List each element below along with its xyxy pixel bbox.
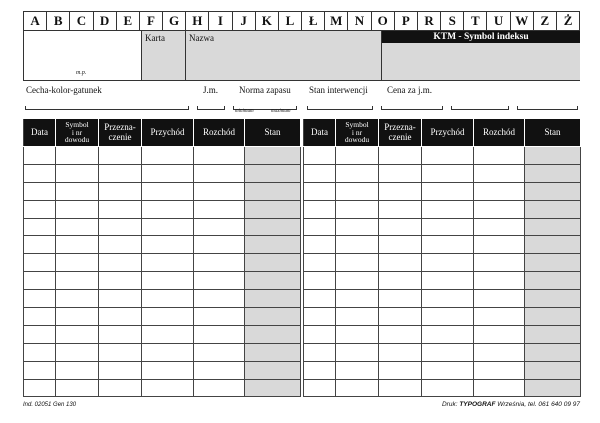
table-cell[interactable] (525, 379, 581, 397)
cena-underline (381, 106, 443, 110)
table-cell[interactable] (474, 254, 525, 272)
table-cell[interactable] (304, 200, 336, 218)
table-cell[interactable] (474, 200, 525, 218)
table-cell[interactable] (56, 290, 99, 308)
alphabet-letter: U (487, 12, 510, 30)
table-cell[interactable] (304, 218, 336, 236)
alphabet-letter: W (511, 12, 534, 30)
table-row (24, 379, 301, 397)
col-symbol-header: Symbol i nr dowodu (336, 119, 379, 147)
alphabet-letter: C (70, 12, 93, 30)
table-cell[interactable] (474, 343, 525, 361)
table-cell[interactable] (142, 272, 194, 290)
table-row (304, 343, 581, 361)
table-cell[interactable] (24, 200, 56, 218)
table-cell[interactable] (525, 147, 581, 165)
col-przychod-header: Przychód (422, 119, 474, 147)
table-cell[interactable] (336, 218, 379, 236)
alphabet-letter: I (209, 12, 232, 30)
table-cell[interactable] (336, 254, 379, 272)
extra-underline-2 (517, 106, 578, 110)
col-przychod-header: Przychód (142, 119, 194, 147)
table-cell[interactable] (24, 147, 56, 165)
col-stan-header: Stan (525, 119, 581, 147)
table-cell[interactable] (142, 236, 194, 254)
table-cell[interactable] (245, 164, 301, 182)
cena-label: Cena za j.m. (387, 85, 432, 95)
ktm-field (382, 31, 580, 80)
table-cell[interactable] (336, 272, 379, 290)
table-cell[interactable] (422, 272, 474, 290)
table-cell[interactable] (379, 200, 422, 218)
extra-field-2 (515, 83, 580, 114)
table-cell[interactable] (304, 236, 336, 254)
table-cell[interactable] (422, 254, 474, 272)
table-cell[interactable] (24, 308, 56, 326)
table-cell[interactable] (304, 254, 336, 272)
table-row (24, 200, 301, 218)
table-cell[interactable] (142, 164, 194, 182)
table-cell[interactable] (379, 379, 422, 397)
table-cell[interactable] (422, 236, 474, 254)
table-cell[interactable] (525, 308, 581, 326)
col-data-header: Data (304, 119, 336, 147)
table-cell[interactable] (379, 236, 422, 254)
table-cell[interactable] (56, 254, 99, 272)
table-cell[interactable] (142, 343, 194, 361)
table-cell[interactable] (24, 343, 56, 361)
table-cell[interactable] (422, 308, 474, 326)
table-cell[interactable] (379, 325, 422, 343)
table-cell[interactable] (99, 147, 142, 165)
stan-interwencji-underline (307, 106, 373, 110)
table-cell[interactable] (336, 325, 379, 343)
table-cell[interactable] (56, 218, 99, 236)
table-cell[interactable] (474, 182, 525, 200)
table-cell[interactable] (99, 290, 142, 308)
table-row (304, 379, 581, 397)
alphabet-letter: Z (534, 12, 557, 30)
table-cell[interactable] (525, 343, 581, 361)
karta-field (142, 31, 186, 80)
alphabet-letter: K (256, 12, 279, 30)
table-row (24, 361, 301, 379)
table-cell[interactable] (379, 164, 422, 182)
table-cell[interactable] (56, 147, 99, 165)
table-cell[interactable] (56, 164, 99, 182)
cecha-label: Cecha-kolor-gatunek (26, 85, 102, 95)
table-cell[interactable] (99, 343, 142, 361)
table-cell[interactable] (304, 308, 336, 326)
table-cell[interactable] (56, 182, 99, 200)
table-cell[interactable] (56, 236, 99, 254)
table-cell[interactable] (525, 164, 581, 182)
table-cell[interactable] (336, 236, 379, 254)
ledger-header-row (24, 119, 301, 147)
table-cell[interactable] (422, 325, 474, 343)
table-row (24, 164, 301, 182)
alphabet-letter: H (186, 12, 209, 30)
table-cell[interactable] (194, 147, 245, 165)
table-cell[interactable] (194, 236, 245, 254)
col-rozchod-header: Rozchód (194, 119, 245, 147)
table-cell[interactable] (525, 272, 581, 290)
cecha-field (23, 83, 191, 114)
table-cell[interactable] (99, 325, 142, 343)
table-cell[interactable] (194, 325, 245, 343)
table-row (304, 218, 581, 236)
alphabet-letter: T (464, 12, 487, 30)
table-cell[interactable] (379, 290, 422, 308)
table-cell[interactable] (379, 272, 422, 290)
table-cell[interactable] (56, 272, 99, 290)
alphabet-letter: M (325, 12, 348, 30)
table-cell[interactable] (194, 343, 245, 361)
table-row (24, 182, 301, 200)
table-cell[interactable] (24, 164, 56, 182)
table-cell[interactable] (24, 290, 56, 308)
table-cell[interactable] (336, 361, 379, 379)
table-cell[interactable] (304, 272, 336, 290)
table-cell[interactable] (56, 308, 99, 326)
table-cell[interactable] (304, 325, 336, 343)
table-cell[interactable] (379, 218, 422, 236)
col-przeznaczenie-header: Przezna- czenie (99, 119, 142, 147)
table-cell[interactable] (474, 379, 525, 397)
table-cell[interactable] (422, 290, 474, 308)
table-cell[interactable] (245, 272, 301, 290)
table-cell[interactable] (24, 361, 56, 379)
table-cell[interactable] (422, 147, 474, 165)
table-cell[interactable] (422, 164, 474, 182)
table-cell[interactable] (245, 343, 301, 361)
table-cell[interactable] (99, 164, 142, 182)
table-cell[interactable] (474, 308, 525, 326)
table-row (24, 290, 301, 308)
alphabet-letter: B (47, 12, 70, 30)
col-symbol-header: Symbol i nr dowodu (56, 119, 99, 147)
table-cell[interactable] (142, 325, 194, 343)
ktm-label: KTM - Symbol indeksu (382, 31, 580, 43)
table-cell[interactable] (422, 379, 474, 397)
table-cell[interactable] (99, 236, 142, 254)
table-cell[interactable] (379, 343, 422, 361)
table-cell[interactable] (24, 218, 56, 236)
table-cell[interactable] (142, 308, 194, 326)
table-cell[interactable] (525, 218, 581, 236)
table-cell[interactable] (422, 218, 474, 236)
alphabet-letter: O (372, 12, 395, 30)
table-row (304, 325, 581, 343)
stan-interwencji-label: Stan interwencji (309, 85, 368, 95)
table-row (24, 325, 301, 343)
table-cell[interactable] (194, 290, 245, 308)
table-cell[interactable] (422, 200, 474, 218)
table-cell[interactable] (24, 272, 56, 290)
table-cell[interactable] (245, 379, 301, 397)
table-cell[interactable] (24, 379, 56, 397)
table-cell[interactable] (379, 147, 422, 165)
alphabet-letter: Ż (563, 13, 573, 28)
table-cell[interactable] (99, 272, 142, 290)
table-row (304, 254, 581, 272)
table-cell[interactable] (336, 164, 379, 182)
table-cell[interactable] (194, 218, 245, 236)
table-row (24, 254, 301, 272)
table-cell[interactable] (474, 361, 525, 379)
table-cell[interactable] (99, 218, 142, 236)
table-cell[interactable] (56, 343, 99, 361)
alphabet-letter: J (233, 12, 256, 30)
alphabet-letter: L (279, 12, 302, 30)
table-cell[interactable] (422, 361, 474, 379)
alphabet-letter: Ł (302, 12, 325, 30)
maximum-label: maximum (271, 109, 291, 114)
minimum-label: minimum (235, 109, 254, 114)
table-cell[interactable] (336, 308, 379, 326)
ledger-table-left (23, 118, 301, 397)
table-cell[interactable] (142, 147, 194, 165)
table-cell[interactable] (245, 290, 301, 308)
alphabet-letter: N (348, 12, 371, 30)
table-cell[interactable] (99, 361, 142, 379)
table-row (304, 308, 581, 326)
table-cell[interactable] (99, 254, 142, 272)
table-cell[interactable] (245, 325, 301, 343)
alphabet-letter: D (94, 12, 117, 30)
cena-field (379, 83, 445, 114)
table-cell[interactable] (194, 182, 245, 200)
table-cell[interactable] (99, 200, 142, 218)
table-row (24, 308, 301, 326)
table-row (304, 147, 581, 165)
ledger-header-row (304, 119, 581, 147)
stan-interwencji-field (305, 83, 375, 114)
alphabet-letter: E (117, 12, 140, 30)
nazwa-label: Nazwa (189, 33, 214, 43)
table-cell[interactable] (194, 272, 245, 290)
table-cell[interactable] (194, 308, 245, 326)
table-cell[interactable] (336, 147, 379, 165)
alphabet-letter: G (163, 12, 186, 30)
table-cell[interactable] (245, 200, 301, 218)
table-row (24, 343, 301, 361)
table-row (304, 200, 581, 218)
alphabet-index (23, 11, 580, 31)
table-cell[interactable] (142, 200, 194, 218)
table-row (24, 147, 301, 165)
table-cell[interactable] (142, 218, 194, 236)
table-cell[interactable] (525, 290, 581, 308)
table-cell[interactable] (99, 182, 142, 200)
table-cell[interactable] (245, 308, 301, 326)
stamp-area (24, 31, 142, 80)
jm-field (195, 83, 227, 114)
table-cell[interactable] (336, 182, 379, 200)
table-cell[interactable] (24, 236, 56, 254)
table-cell[interactable] (379, 361, 422, 379)
table-cell[interactable] (474, 147, 525, 165)
table-cell[interactable] (245, 236, 301, 254)
table-row (304, 236, 581, 254)
printer-info: Druk: TYPOGRAF Września, tel. 061 640 09 97 (441, 401, 580, 408)
table-cell[interactable] (99, 379, 142, 397)
table-cell[interactable] (336, 290, 379, 308)
table-cell[interactable] (474, 272, 525, 290)
nazwa-field (186, 31, 382, 80)
table-row (304, 272, 581, 290)
alphabet-letter: A (24, 12, 47, 30)
table-row (24, 236, 301, 254)
table-cell[interactable] (422, 343, 474, 361)
table-cell[interactable] (194, 361, 245, 379)
jm-label: J.m. (203, 85, 219, 95)
jm-underline (197, 106, 225, 110)
table-cell[interactable] (304, 343, 336, 361)
alphabet-letter: F (140, 12, 163, 30)
table-cell[interactable] (474, 290, 525, 308)
alphabet-letter: P (395, 12, 418, 30)
stamp-label: m.p. (76, 70, 87, 76)
table-cell[interactable] (525, 200, 581, 218)
table-cell[interactable] (24, 182, 56, 200)
table-cell[interactable] (56, 200, 99, 218)
table-cell[interactable] (304, 164, 336, 182)
table-cell[interactable] (194, 379, 245, 397)
col-stan-header: Stan (245, 119, 301, 147)
table-cell[interactable] (304, 182, 336, 200)
ledger-table-right (303, 118, 581, 397)
table-cell[interactable] (56, 325, 99, 343)
table-cell[interactable] (245, 218, 301, 236)
table-cell[interactable] (525, 254, 581, 272)
extra-underline-1 (451, 106, 509, 110)
table-cell[interactable] (245, 147, 301, 165)
table-cell[interactable] (142, 254, 194, 272)
table-cell[interactable] (525, 325, 581, 343)
table-cell[interactable] (336, 379, 379, 397)
col-data-header: Data (24, 119, 56, 147)
table-cell[interactable] (24, 254, 56, 272)
table-cell[interactable] (245, 254, 301, 272)
table-row (304, 361, 581, 379)
table-cell[interactable] (474, 236, 525, 254)
table-row (24, 272, 301, 290)
table-cell[interactable] (99, 308, 142, 326)
table-cell[interactable] (525, 236, 581, 254)
table-cell[interactable] (194, 200, 245, 218)
norma-label: Norma zapasu (239, 85, 291, 95)
table-cell[interactable] (24, 325, 56, 343)
table-cell[interactable] (56, 379, 99, 397)
table-row (304, 290, 581, 308)
karta-label: Karta (145, 33, 165, 43)
table-cell[interactable] (474, 164, 525, 182)
table-cell[interactable] (336, 343, 379, 361)
table-cell[interactable] (56, 361, 99, 379)
table-cell[interactable] (142, 290, 194, 308)
alphabet-letter: S (441, 12, 464, 30)
table-cell[interactable] (304, 290, 336, 308)
table-cell[interactable] (245, 182, 301, 200)
table-cell[interactable] (474, 325, 525, 343)
norma-field (231, 83, 299, 114)
table-cell[interactable] (379, 182, 422, 200)
col-przeznaczenie-header: Przezna- czenie (379, 119, 422, 147)
table-cell[interactable] (525, 361, 581, 379)
info-row (23, 83, 580, 114)
table-row (304, 164, 581, 182)
form-index-code: Ind. 02051 Gen 130 (23, 402, 77, 408)
table-cell[interactable] (194, 254, 245, 272)
table-cell[interactable] (304, 361, 336, 379)
table-cell[interactable] (304, 147, 336, 165)
card-header (23, 31, 580, 81)
table-cell[interactable] (194, 164, 245, 182)
extra-field-1 (449, 83, 511, 114)
table-cell[interactable] (525, 182, 581, 200)
table-cell[interactable] (245, 361, 301, 379)
table-row (304, 182, 581, 200)
table-cell[interactable] (336, 200, 379, 218)
table-row (24, 218, 301, 236)
table-cell[interactable] (379, 308, 422, 326)
cecha-underline (25, 106, 189, 110)
table-cell[interactable] (474, 218, 525, 236)
alphabet-letter: R (418, 12, 441, 30)
table-cell[interactable] (142, 379, 194, 397)
table-cell[interactable] (304, 379, 336, 397)
table-cell[interactable] (379, 254, 422, 272)
table-cell[interactable] (142, 361, 194, 379)
table-cell[interactable] (142, 182, 194, 200)
table-cell[interactable] (422, 182, 474, 200)
col-rozchod-header: Rozchód (474, 119, 525, 147)
